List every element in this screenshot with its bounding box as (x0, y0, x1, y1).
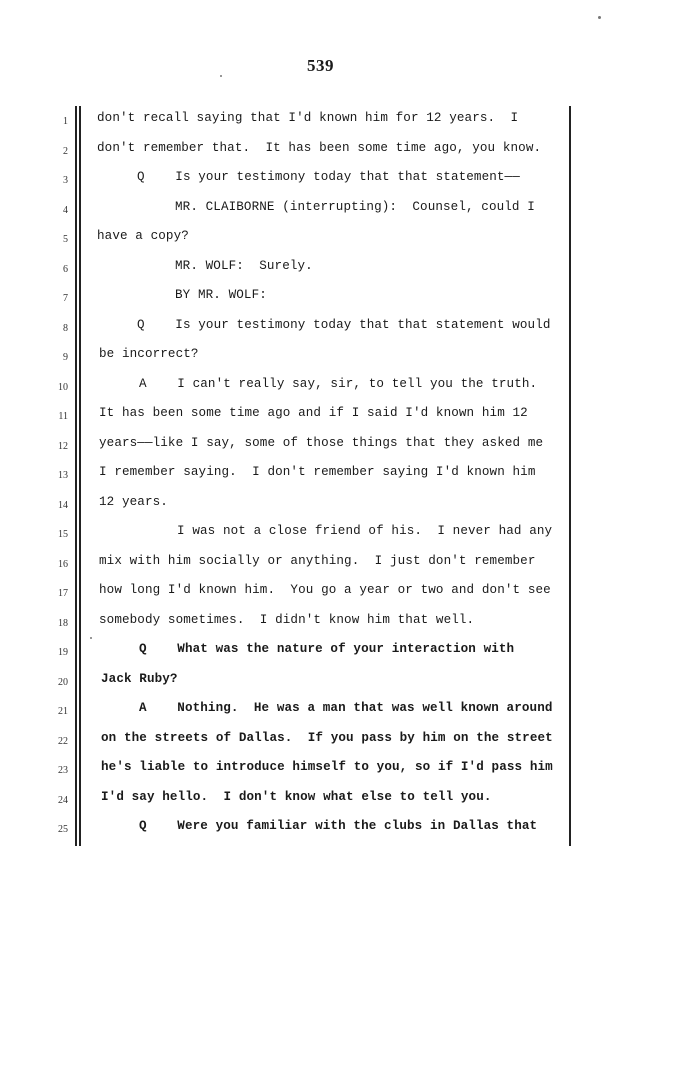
line-number: 25 (58, 824, 68, 835)
line-number: 10 (58, 381, 68, 393)
transcript-line (0, 816, 691, 845)
line-text: Q What was the nature of your interaction with (139, 642, 515, 656)
transcript-line (0, 167, 691, 196)
scan-speck (220, 75, 222, 77)
transcript-line (0, 344, 691, 373)
line-text: on the streets of Dallas. If you pass by him on the street (101, 730, 553, 745)
page-number: 539 (307, 56, 334, 75)
line-text: 12 years. (99, 494, 168, 509)
line-text: don't remember that. It has been some time ago, you know. (97, 140, 542, 155)
line-number: 11 (58, 411, 68, 422)
line-text: don't recall saying that I'd known him for 12 years. I (97, 111, 519, 125)
transcript-line (0, 433, 691, 462)
line-number: 7 (63, 293, 68, 304)
line-number: 16 (58, 558, 68, 570)
line-text: I'd say hello. I don't know what else to tell you. (101, 789, 492, 804)
line-text: be incorrect? (99, 347, 199, 361)
line-text: BY MR. WOLF: (175, 288, 267, 302)
line-text: I was not a close friend of his. I never had any (177, 524, 553, 538)
line-number: 1 (63, 116, 68, 127)
line-number: 18 (58, 617, 68, 629)
line-number: 12 (58, 440, 68, 452)
line-number: 24 (58, 794, 68, 806)
transcript-line (0, 610, 691, 639)
line-text: he's liable to introduce himself to you, so if I'd pass him (101, 760, 553, 774)
transcript-line (0, 108, 691, 137)
scan-speck (90, 637, 92, 639)
line-text: A Nothing. He was a man that was well known around (139, 701, 553, 715)
scan-speck (598, 16, 601, 19)
transcript-line (0, 521, 691, 550)
line-number: 8 (63, 322, 68, 334)
transcript-line (0, 374, 691, 403)
line-text: years——like I say, some of those things that they asked me (99, 435, 544, 450)
line-number: 3 (63, 175, 68, 186)
line-number: 23 (58, 765, 68, 776)
transcript-line (0, 226, 691, 255)
line-number: 15 (58, 529, 68, 540)
transcript-line (0, 669, 691, 698)
line-text: Q Were you familiar with the clubs in Dallas that (139, 819, 538, 833)
line-text: mix with him socially or anything. I just don't remember (99, 553, 536, 568)
line-text: somebody sometimes. I didn't know him that well. (99, 612, 475, 627)
transcript-line (0, 551, 691, 580)
transcript-line (0, 285, 691, 314)
line-text: have a copy? (97, 229, 189, 243)
line-text: It has been some time ago and if I said I'd known him 12 (99, 406, 528, 420)
transcript-line (0, 728, 691, 757)
line-number: 9 (63, 352, 68, 363)
line-text: Q Is your testimony today that that statement would (137, 317, 551, 332)
line-text: how long I'd known him. You go a year or two and don't see (99, 583, 551, 597)
line-number: 5 (63, 234, 68, 245)
line-text: Q Is your testimony today that that statement—— (137, 170, 520, 184)
line-text: I remember saying. I don't remember saying I'd known him (99, 465, 536, 479)
line-number: 19 (58, 647, 68, 658)
line-text: MR. CLAIBORNE (interrupting): Counsel, could I (175, 199, 535, 214)
transcript-line (0, 580, 691, 609)
line-number: 22 (58, 735, 68, 747)
transcript-line (0, 138, 691, 167)
line-number: 21 (58, 706, 68, 717)
line-number: 13 (58, 470, 68, 481)
line-number: 17 (58, 588, 68, 599)
transcript-line (0, 698, 691, 727)
line-text: A I can't really say, sir, to tell you the truth. (139, 376, 538, 391)
line-number: 2 (63, 145, 68, 157)
transcript-line (0, 315, 691, 344)
line-text: Jack Ruby? (101, 671, 178, 686)
line-number: 20 (58, 676, 68, 688)
line-text: MR. WOLF: Surely. (175, 258, 313, 273)
transcript-line (0, 403, 691, 432)
transcript-line (0, 787, 691, 816)
transcript-line (0, 462, 691, 491)
transcript-line (0, 256, 691, 285)
transcript-line (0, 639, 691, 668)
transcript-line (0, 757, 691, 786)
line-number: 14 (58, 499, 68, 511)
line-number: 4 (63, 204, 68, 216)
transcript-line (0, 197, 691, 226)
line-number: 6 (63, 263, 68, 275)
transcript-line (0, 492, 691, 521)
